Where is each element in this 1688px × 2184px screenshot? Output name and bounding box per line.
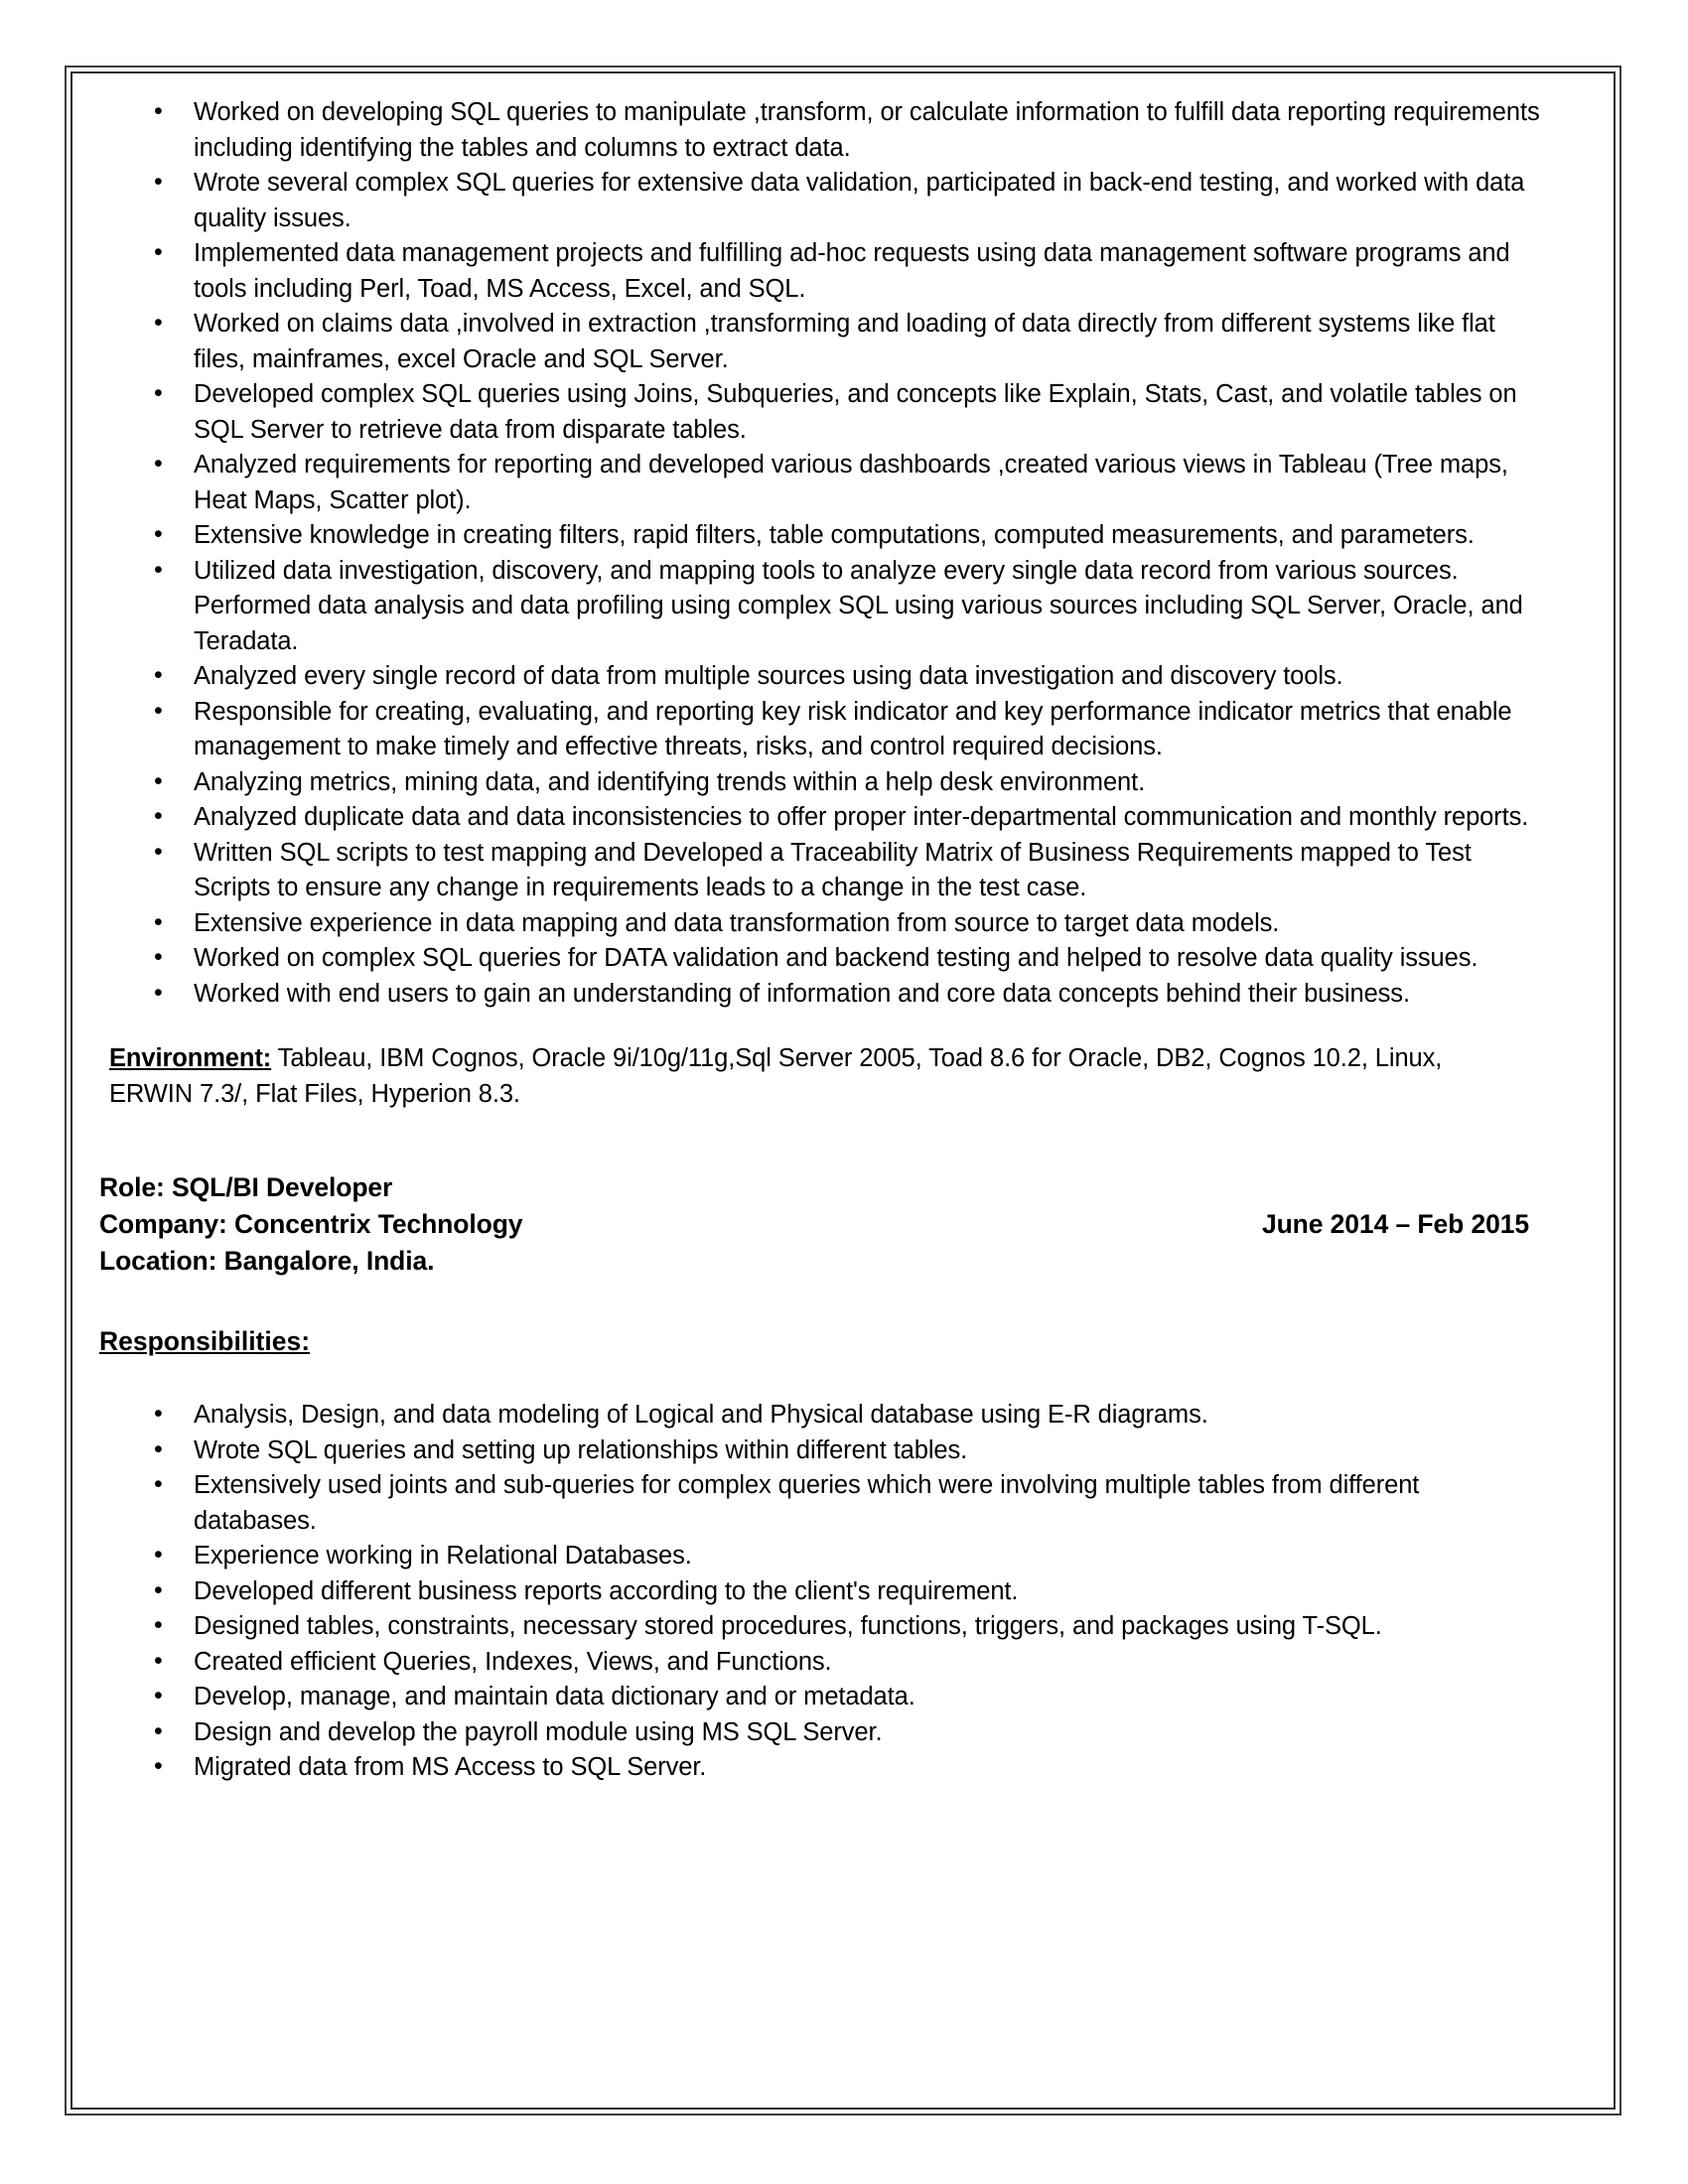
list-item — [99, 236, 1549, 307]
responsibilities-heading: Responsibilities: — [99, 1326, 311, 1356]
environment-value: Tableau, IBM Cognos, Oracle 9i/10g/11g,Sql Server 2005, Toad 8.6 for Oracle, DB2, Cognos 10.2, Linux, ERWIN 7.3/, Flat Files, Hyperion 8.3. — [109, 1044, 1443, 1108]
bullet-text: Wrote SQL queries and setting up relationships within different tables. — [194, 1435, 968, 1464]
list-item — [99, 166, 1549, 236]
bullet-text: Written SQL scripts to test mapping and Developed a Traceability Matrix of Business Requirements mapped to Test Scripts to ensure any change in requirements leads to a change in the test case. — [194, 838, 1472, 901]
bullet-text: Developed complex SQL queries using Joins, Subqueries, and concepts like Explain, Stats, Cast, and volatile tables on SQL Server to retrieve data from disparate tables. — [194, 380, 1517, 444]
bullet-text: Experience working in Relational Databases. — [194, 1542, 692, 1570]
job-company-line — [99, 1206, 1549, 1243]
experience-bullet-list — [99, 95, 1549, 1012]
bullet-text: Analyzed requirements for reporting and developed various dashboards ,created various views in Tableau (Tree maps, Heat Maps, Scatter plot). — [194, 451, 1508, 514]
list-item — [99, 377, 1549, 448]
list-item — [99, 1433, 1549, 1469]
list-item — [99, 765, 1549, 801]
list-item — [99, 1680, 1549, 1715]
bullet-text: Worked on complex SQL queries for DATA validation and backend testing and helped to resolve data quality issues. — [194, 944, 1478, 972]
job-header-block — [99, 1169, 1549, 1280]
responsibilities-heading-wrap — [99, 1280, 1549, 1358]
list-item — [99, 1750, 1549, 1786]
list-item — [99, 1574, 1549, 1610]
bullet-text: Designed tables, constraints, necessary stored procedures, functions, triggers, and packages using T-SQL. — [194, 1612, 1382, 1640]
bullet-text: Created efficient Queries, Indexes, Views, and Functions. — [194, 1647, 832, 1676]
bullet-text: Analyzed every single record of data from multiple sources using data investigation and discovery tools. — [194, 662, 1343, 690]
bullet-text: Design and develop the payroll module using MS SQL Server. — [194, 1717, 883, 1746]
list-item — [99, 554, 1549, 660]
list-item — [99, 1645, 1549, 1681]
bullet-text: Migrated data from MS Access to SQL Server. — [194, 1753, 707, 1781]
job-date-range: June 2014 – Feb 2015 — [1261, 1209, 1529, 1239]
job-location-line: Location: Bangalore, India. — [99, 1246, 435, 1276]
bullet-text: Implemented data management projects and fulfilling ad-hoc requests using data management software programs and tools including Perl, Toad, MS Access, Excel, and SQL. — [194, 239, 1510, 303]
bullet-text: Extensively used joints and sub-queries for complex queries which were involving multiple tables from different databases. — [194, 1471, 1420, 1535]
bullet-text: Analyzed duplicate data and data inconsistencies to offer proper inter-departmental communication and monthly reports. — [194, 803, 1529, 831]
bullet-text: Worked on claims data ,involved in extraction ,transforming and loading of data directly from different systems like flat files, mainframes, excel Oracle and SQL Server. — [194, 310, 1495, 373]
bullet-text: Wrote several complex SQL queries for extensive data validation, participated in back-end testing, and worked with data quality issues. — [194, 169, 1525, 232]
environment-paragraph — [99, 1041, 1524, 1112]
bullet-text: Worked on developing SQL queries to manipulate ,transform, or calculate information to fulfill data reporting requirements including identifying the tables and columns to extract data. — [194, 98, 1540, 162]
list-item — [99, 800, 1549, 836]
list-item — [99, 307, 1549, 377]
environment-label: Environment: — [109, 1044, 272, 1072]
list-item — [99, 1398, 1549, 1433]
bullet-text: Developed different business reports according to the client's requirement. — [194, 1576, 1019, 1605]
page-content — [99, 95, 1549, 1786]
list-item — [99, 941, 1549, 977]
list-item — [99, 836, 1549, 906]
list-item — [99, 518, 1549, 554]
company-text: Company: Concentrix Technology — [99, 1209, 523, 1239]
list-item — [99, 906, 1549, 942]
bullet-text: Analysis, Design, and data modeling of Logical and Physical database using E-R diagrams. — [194, 1401, 1208, 1429]
job-role-line: Role: SQL/BI Developer — [99, 1172, 393, 1202]
list-item — [99, 659, 1549, 695]
list-item — [99, 695, 1549, 765]
list-item — [99, 977, 1549, 1013]
list-item — [99, 1539, 1549, 1574]
list-item — [99, 95, 1549, 166]
bullet-text: Analyzing metrics, mining data, and identifying trends within a help desk environment. — [194, 767, 1146, 796]
list-item — [99, 1715, 1549, 1751]
bullet-text: Develop, manage, and maintain data dictionary and or metadata. — [194, 1683, 915, 1710]
responsibilities-list-wrap — [99, 1398, 1549, 1786]
list-item — [99, 1609, 1549, 1645]
bullet-text: Responsible for creating, evaluating, and reporting key risk indicator and key performance indicator metrics that enable management to make timely and effective threats, risks, and control required decisions. — [194, 697, 1512, 760]
list-item — [99, 448, 1549, 518]
bullet-text: Utilized data investigation, discovery, and mapping tools to analyze every single data record from various sources. Performed data analysis and data profiling using complex SQL using various sources including SQL Server, Oracle, and Teradata. — [194, 556, 1523, 655]
list-item — [99, 1468, 1549, 1539]
responsibilities-bullet-list — [99, 1398, 1549, 1786]
bullet-text: Extensive knowledge in creating filters, rapid filters, table computations, computed measurements, and parameters. — [194, 521, 1475, 549]
bullet-text: Extensive experience in data mapping and data transformation from source to target data models. — [194, 908, 1280, 937]
bullet-text: Worked with end users to gain an understanding of information and core data concepts behind their business. — [194, 979, 1410, 1008]
